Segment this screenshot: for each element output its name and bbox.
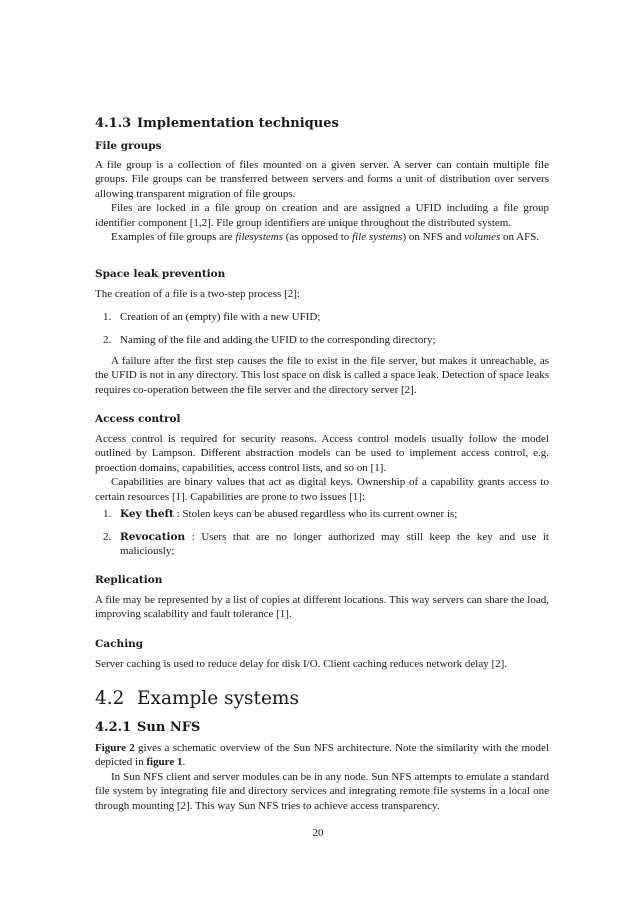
section-number: 4.2 — [95, 688, 125, 709]
sun-nfs-paragraph-1 — [95, 741, 549, 770]
sun-nfs-text — [95, 741, 549, 813]
paragraph-heading-access-control: Access control — [95, 413, 181, 425]
list-item-text — [120, 530, 549, 559]
emphasis-file-systems: file systems — [352, 231, 403, 244]
section-number: 4.2.1 — [95, 720, 132, 735]
text-run: : Stolen keys can be abused regardless who its current owner is; — [173, 508, 458, 520]
paragraph-heading-file-groups: File groups — [95, 140, 162, 152]
section-heading-4-2-1 — [95, 720, 549, 735]
file-groups-paragraph-2: Files are locked in a file group on creation and are assigned a UFID including a file group identifier component [1,2]. File group identifiers are unique throughout the distributed system. — [95, 202, 549, 229]
text-run: gives a schematic overview of the Sun NFS architecture. Note the similarity with the model depicted in — [95, 742, 549, 769]
list-item — [103, 310, 549, 324]
text-run: Examples of file groups are — [111, 231, 236, 244]
list-term: Key theft — [120, 508, 174, 520]
list-item-text: Creation of an (empty) file with a new UFID; — [120, 311, 321, 323]
page-number: 20 — [312, 827, 324, 839]
text-run: on AFS. — [500, 231, 540, 244]
section-heading-4-2 — [95, 688, 549, 709]
space-leak-intro: The creation of a file is a two-step process [2]: — [95, 288, 300, 300]
paragraph-heading-caching: Caching — [95, 638, 144, 650]
figure-reference: Figure 2 — [95, 742, 135, 754]
list-number: 2. — [103, 334, 112, 346]
section-heading-4-1-3 — [95, 116, 549, 131]
access-control-paragraph-2: Capabilities are binary values that act as digital keys. Ownership of a capability grants access to certain resources [1]. Capabilities are prone to two issues [1]: — [95, 476, 549, 503]
file-groups-text — [95, 158, 549, 244]
list-item-text: Naming of the file and adding the UFID to the corresponding directory; — [120, 334, 436, 346]
list-number: 1. — [103, 311, 112, 323]
list-item — [103, 507, 549, 521]
replication-paragraph: A file may be represented by a list of copies at different locations. This way servers can share the load, improving scalability and fault tolerance [1]. — [95, 594, 549, 621]
access-control-text — [95, 432, 549, 504]
list-term: Revocation — [120, 531, 186, 543]
space-leak-paragraph-2: A failure after the first step causes the file to exist in the file server, but makes it unreachable, as the UFID is not in any directory. This lost space on disk is called a space leak. Detection of space leaks requires co-operation between the file server and the directory server [2]. — [95, 355, 549, 396]
section-title: Sun NFS — [137, 720, 201, 735]
section-title: Implementation techniques — [137, 116, 339, 131]
file-groups-paragraph-3 — [95, 230, 549, 244]
list-number: 1. — [103, 508, 112, 520]
text-run: : Users that are no longer authorized may still keep the key and use it maliciously; — [120, 531, 549, 558]
access-control-paragraph-1: Access control is required for security reasons. Access control models usually follow the model outlined by Lampson. Different abstraction models can be used to implement access control, e.g. proection domains, capabilities, access control lists, and so on [1]. — [95, 433, 549, 474]
section-title: Example systems — [137, 688, 299, 709]
emphasis-filesystems: filesystems — [235, 231, 283, 244]
figure-reference: figure 1 — [146, 756, 183, 769]
section-number: 4.1.3 — [95, 116, 132, 131]
emphasis-volumes: volumes — [464, 231, 501, 244]
text-run: . — [182, 756, 186, 769]
paragraph-heading-space-leak: Space leak prevention — [95, 268, 226, 280]
list-item-text — [120, 507, 549, 521]
list-item — [103, 333, 549, 347]
list-item — [103, 530, 549, 559]
file-groups-paragraph-1: A file group is a collection of files mounted on a given server. A server can contain multiple file groups. File groups can be transferred between servers and forms a unit of distribution over servers allowing transparent migration of file groups. — [95, 159, 549, 200]
text-run: (as opposed to — [283, 231, 353, 244]
text-run: ) on NFS and — [402, 231, 465, 244]
list-number: 2. — [103, 531, 112, 543]
caching-paragraph: Server caching is used to reduce delay for disk I/O. Client caching reduces network delay [2]. — [95, 658, 508, 670]
sun-nfs-paragraph-2: In Sun NFS client and server modules can be in any node. Sun NFS attempts to emulate a standard file system by integrating file and directory services and integrating remote file systems in a local one through mounting [2]. This way Sun NFS tries to achieve access transparency. — [95, 770, 549, 812]
paragraph-heading-replication: Replication — [95, 574, 163, 586]
